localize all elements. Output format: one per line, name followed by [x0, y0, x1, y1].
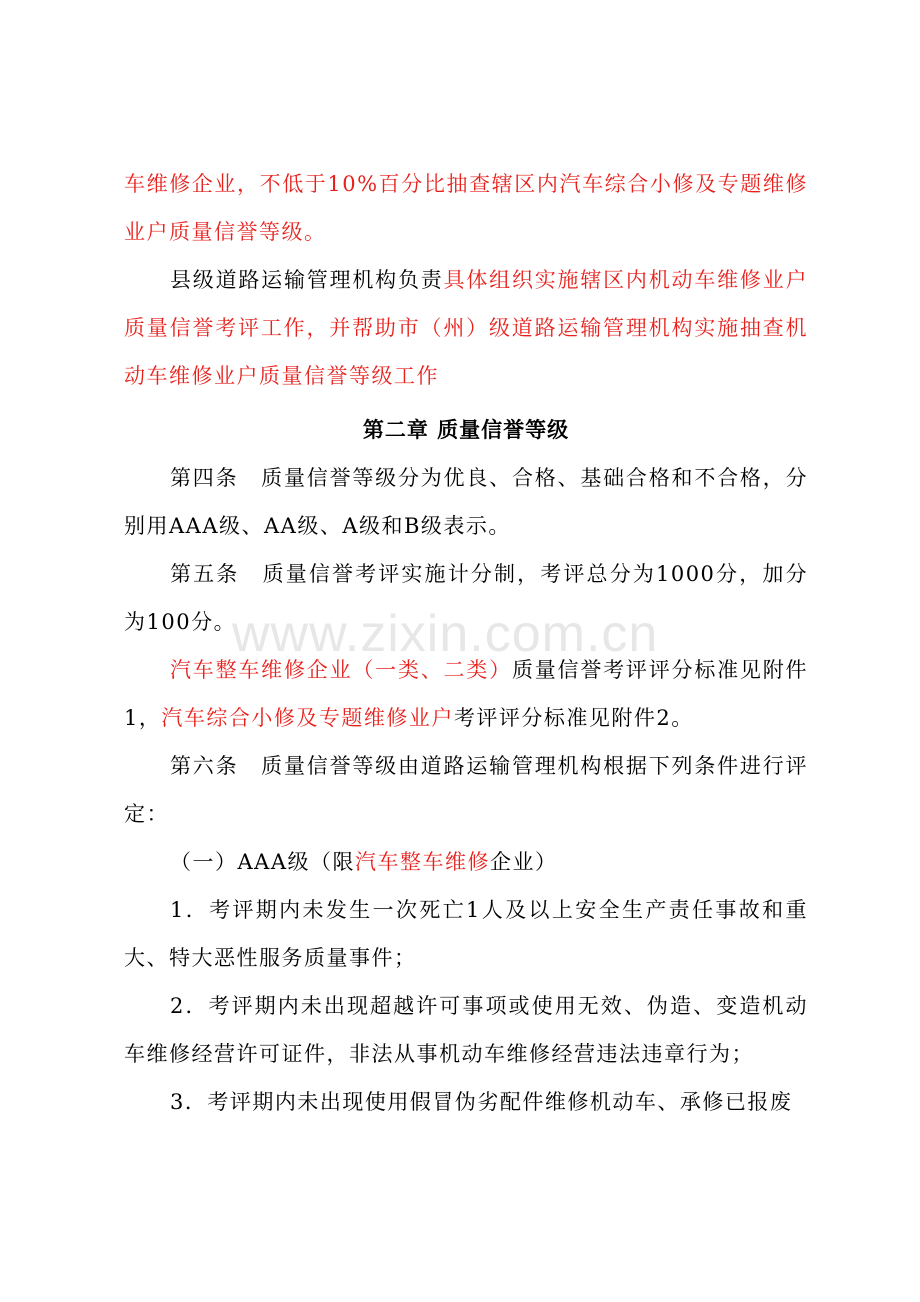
text-segment: 1．考评期内未发生一次死亡1人及以上安全生产责任事故和重大、特大恶性服务质量事件；	[124, 898, 808, 970]
aaa-level-heading	[124, 838, 808, 886]
watermark: www.zixin.com.cn	[232, 605, 659, 663]
paragraph-scoring-attachments	[124, 646, 808, 742]
condition-2	[124, 982, 808, 1078]
condition-1	[124, 886, 808, 982]
text-segment: 第五条 质量信誉考评实施计分制，考评总分为1000分，加分为100分。	[124, 562, 808, 634]
article-5	[124, 550, 808, 646]
text-segment: 汽车整车维修	[355, 850, 490, 874]
article-6	[124, 742, 808, 838]
text-segment: 2．考评期内未出现超越许可事项或使用无效、伪造、变造机动车维修经营许可证件，非法从事机动车维修经营违法违章行为；	[124, 994, 808, 1066]
condition-3	[124, 1078, 808, 1126]
text-segment: 企业）	[490, 850, 558, 874]
text-segment: 车维修企业，不低于10%百分比抽查辖区内汽车综合小修及专题维修业户质量信誉等级。	[124, 172, 808, 244]
paragraph-2	[124, 256, 808, 400]
chapter-heading: 第二章 质量信誉等级	[362, 418, 570, 442]
text-segment: 质量信誉考评评分标准见附件1，	[124, 658, 809, 730]
text-segment: 汽车整车维修企业（一类、二类）	[170, 658, 512, 682]
text-segment: 汽车综合小修及专题维修业户	[161, 706, 454, 730]
text-segment: 第四条 质量信誉等级分为优良、合格、基础合格和不合格，分别用AAA级、AA级、A级和B级表示。	[124, 466, 808, 538]
article-4	[124, 454, 808, 550]
text-segment: 考评评分标准见附件2。	[453, 706, 694, 730]
text-segment: 具体组织实施辖区内机动车维修业户质量信誉考评工作，并帮助市（州）级道路运输管理机构实施抽查机动车维修业户质量信誉等级工作	[124, 268, 809, 388]
text-segment: 第六条 质量信誉等级由道路运输管理机构根据下列条件进行评定：	[124, 754, 808, 826]
text-segment: 县级道路运输管理机构负责	[170, 268, 444, 292]
paragraph-1	[124, 160, 808, 256]
text-segment: 3．考评期内未出现使用假冒伪劣配件维修机动车、承修已报废	[170, 1090, 793, 1114]
text-segment: （一）AAA级（限	[170, 850, 355, 874]
